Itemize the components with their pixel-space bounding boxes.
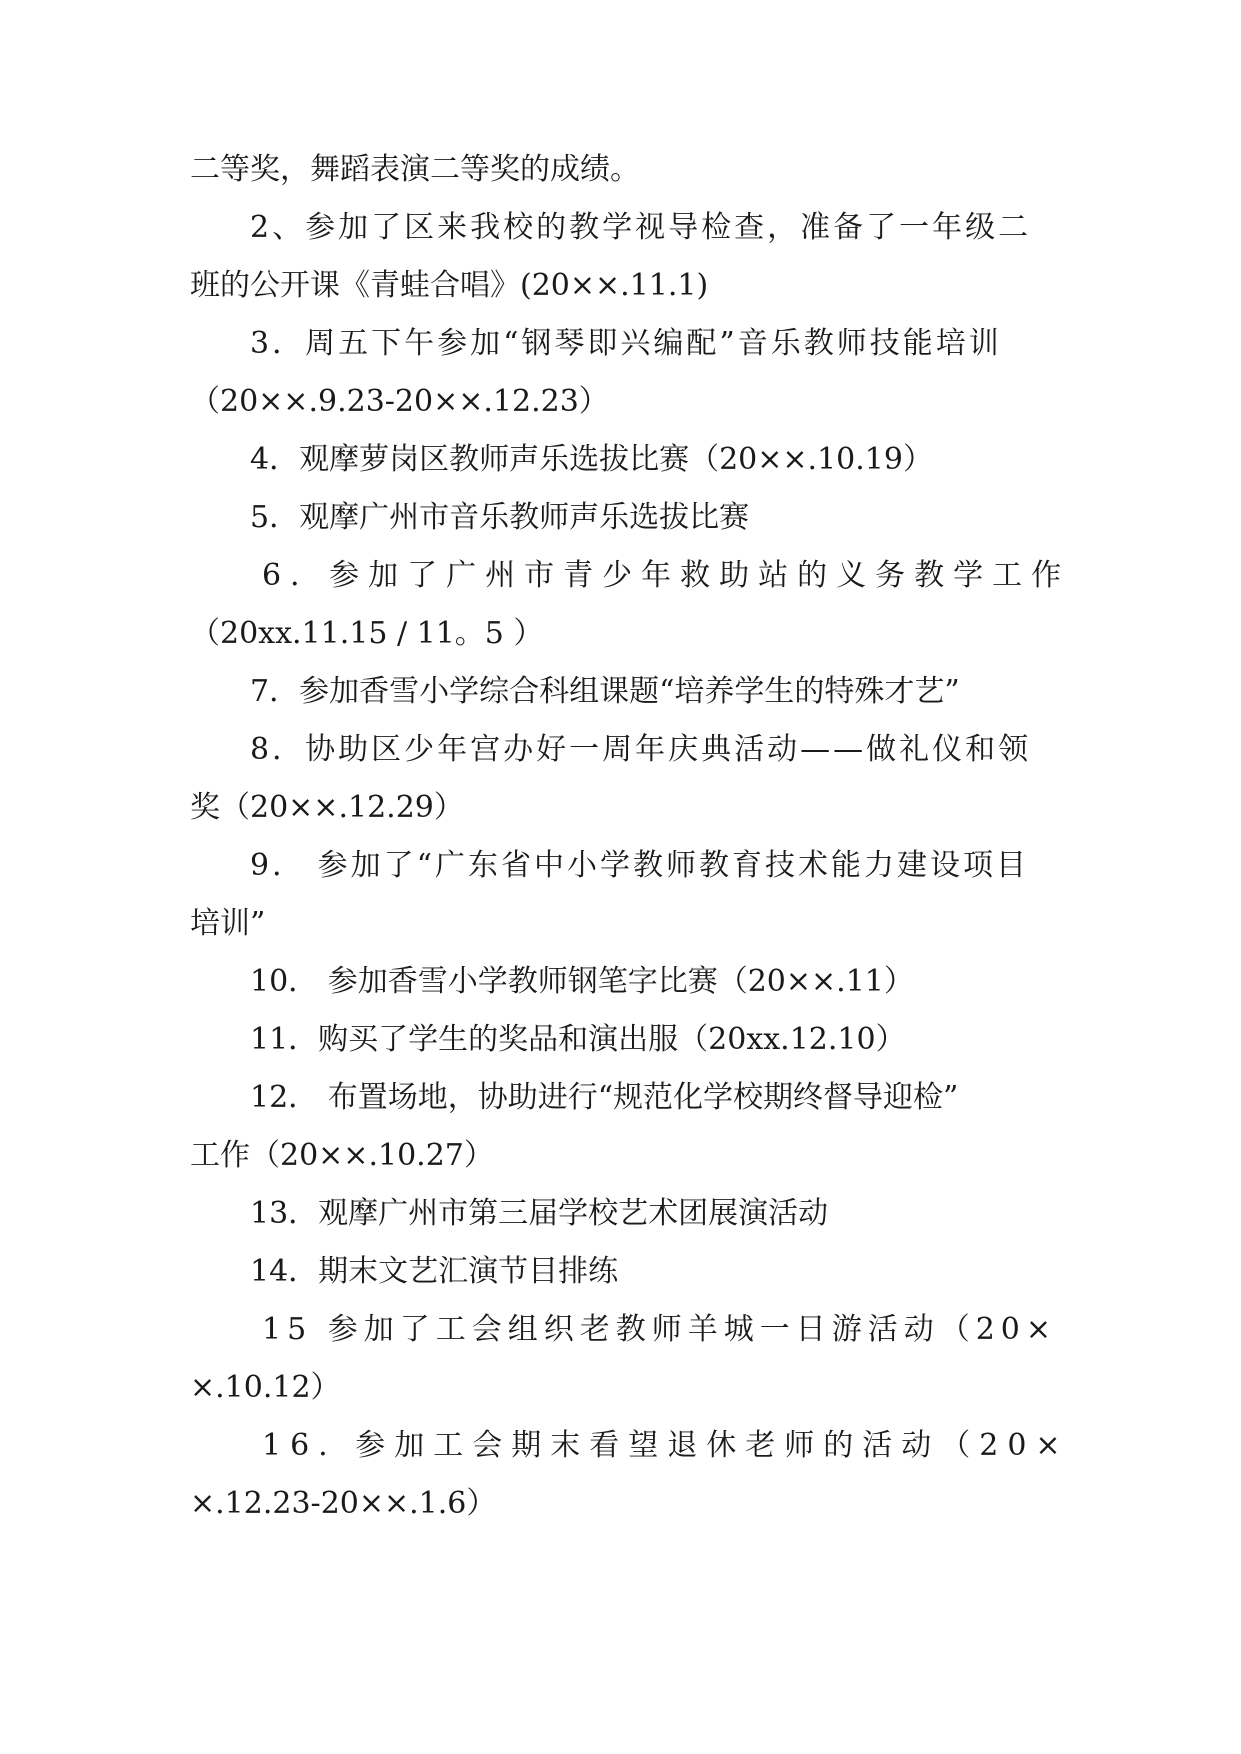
text-line: 培训”: [190, 906, 266, 941]
text-line: 9． 参加了“广东省中小学教师教育技术能力建设项目: [250, 848, 1029, 883]
text-line: ×.12.23-20××.1.6）: [190, 1486, 497, 1521]
text-line: 班的公开课《青蛙合唱》(20××.11.1): [190, 268, 709, 303]
text-line: 3．周五下午参加“钢琴即兴编配”音乐教师技能培训: [250, 326, 1002, 361]
text-line: 14．期末文艺汇演节目排练: [250, 1254, 619, 1289]
text-line: 12． 布置场地，协助进行“规范化学校期终督导迎检”: [250, 1080, 959, 1115]
text-line: 7．参加香雪小学综合科组课题“培养学生的特殊才艺”: [250, 674, 960, 709]
text-line: 16. 参加工会期末看望退休老师的活动（20×: [262, 1428, 1070, 1463]
text-line: 10． 参加香雪小学教师钢笔字比赛（20××.11）: [250, 964, 914, 999]
text-line: 5．观摩广州市音乐教师声乐选拔比赛: [250, 500, 750, 535]
text-line: （20××.9.23-20××.12.23）: [190, 384, 609, 419]
text-line: 工作（20××.10.27）: [190, 1138, 494, 1173]
text-line: ×.10.12）: [190, 1370, 341, 1405]
text-line: 11．购买了学生的奖品和演出服（20xx.12.10）: [250, 1022, 906, 1057]
text-line: （20xx.11.15 / 11。5 ）: [190, 616, 544, 651]
text-line: 2、参加了区来我校的教学视导检查，准备了一年级二: [250, 210, 1032, 245]
text-line: 8．协助区少年宫办好一周年庆典活动——做礼仪和领: [250, 732, 1032, 767]
text-line: 6．参加了广州市青少年救助站的义务教学工作: [262, 558, 1070, 593]
text-line: 4．观摩萝岗区教师声乐选拔比赛（20××.10.19）: [250, 442, 933, 477]
text-line: 二等奖，舞蹈表演二等奖的成绩。: [190, 152, 640, 187]
text-line: 13．观摩广州市第三届学校艺术团展演活动: [250, 1196, 829, 1231]
text-line: 15 参加了工会组织老教师羊城一日游活动（20×: [262, 1312, 1058, 1347]
text-line: 奖（20××.12.29）: [190, 790, 464, 825]
